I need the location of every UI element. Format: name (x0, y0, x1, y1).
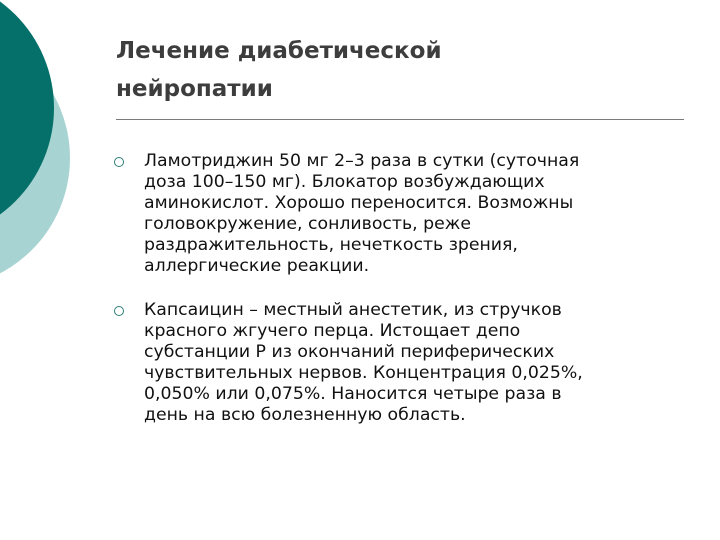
bullet-list (114, 151, 694, 449)
list-item (114, 151, 694, 277)
hollow-circle-bullet-icon (114, 157, 124, 167)
list-item-text: Капсаицин – местный анестетик, из стручков красного жгучего перца. Истощает депо субстанции Р из окончаний периферических чувствительных нервов. Концентрация 0,025%, 0,050% или 0,075%. Наносится четыре раза в день на всю болезненную область. (144, 300, 583, 425)
list-item (114, 300, 694, 426)
title-divider (116, 119, 684, 120)
slide-title: Лечение диабетической нейропатии (116, 38, 442, 102)
decorative-circles (0, 0, 120, 300)
hollow-circle-bullet-icon (114, 306, 124, 316)
list-item-text: Ламотриджин 50 мг 2–3 раза в сутки (суточная доза 100–150 мг). Блокатор возбуждающих аминокислот. Хорошо переносится. Возможны головокружение, сонливость, реже раздражительность, нечеткость зрения, аллергические реакции. (144, 151, 580, 276)
